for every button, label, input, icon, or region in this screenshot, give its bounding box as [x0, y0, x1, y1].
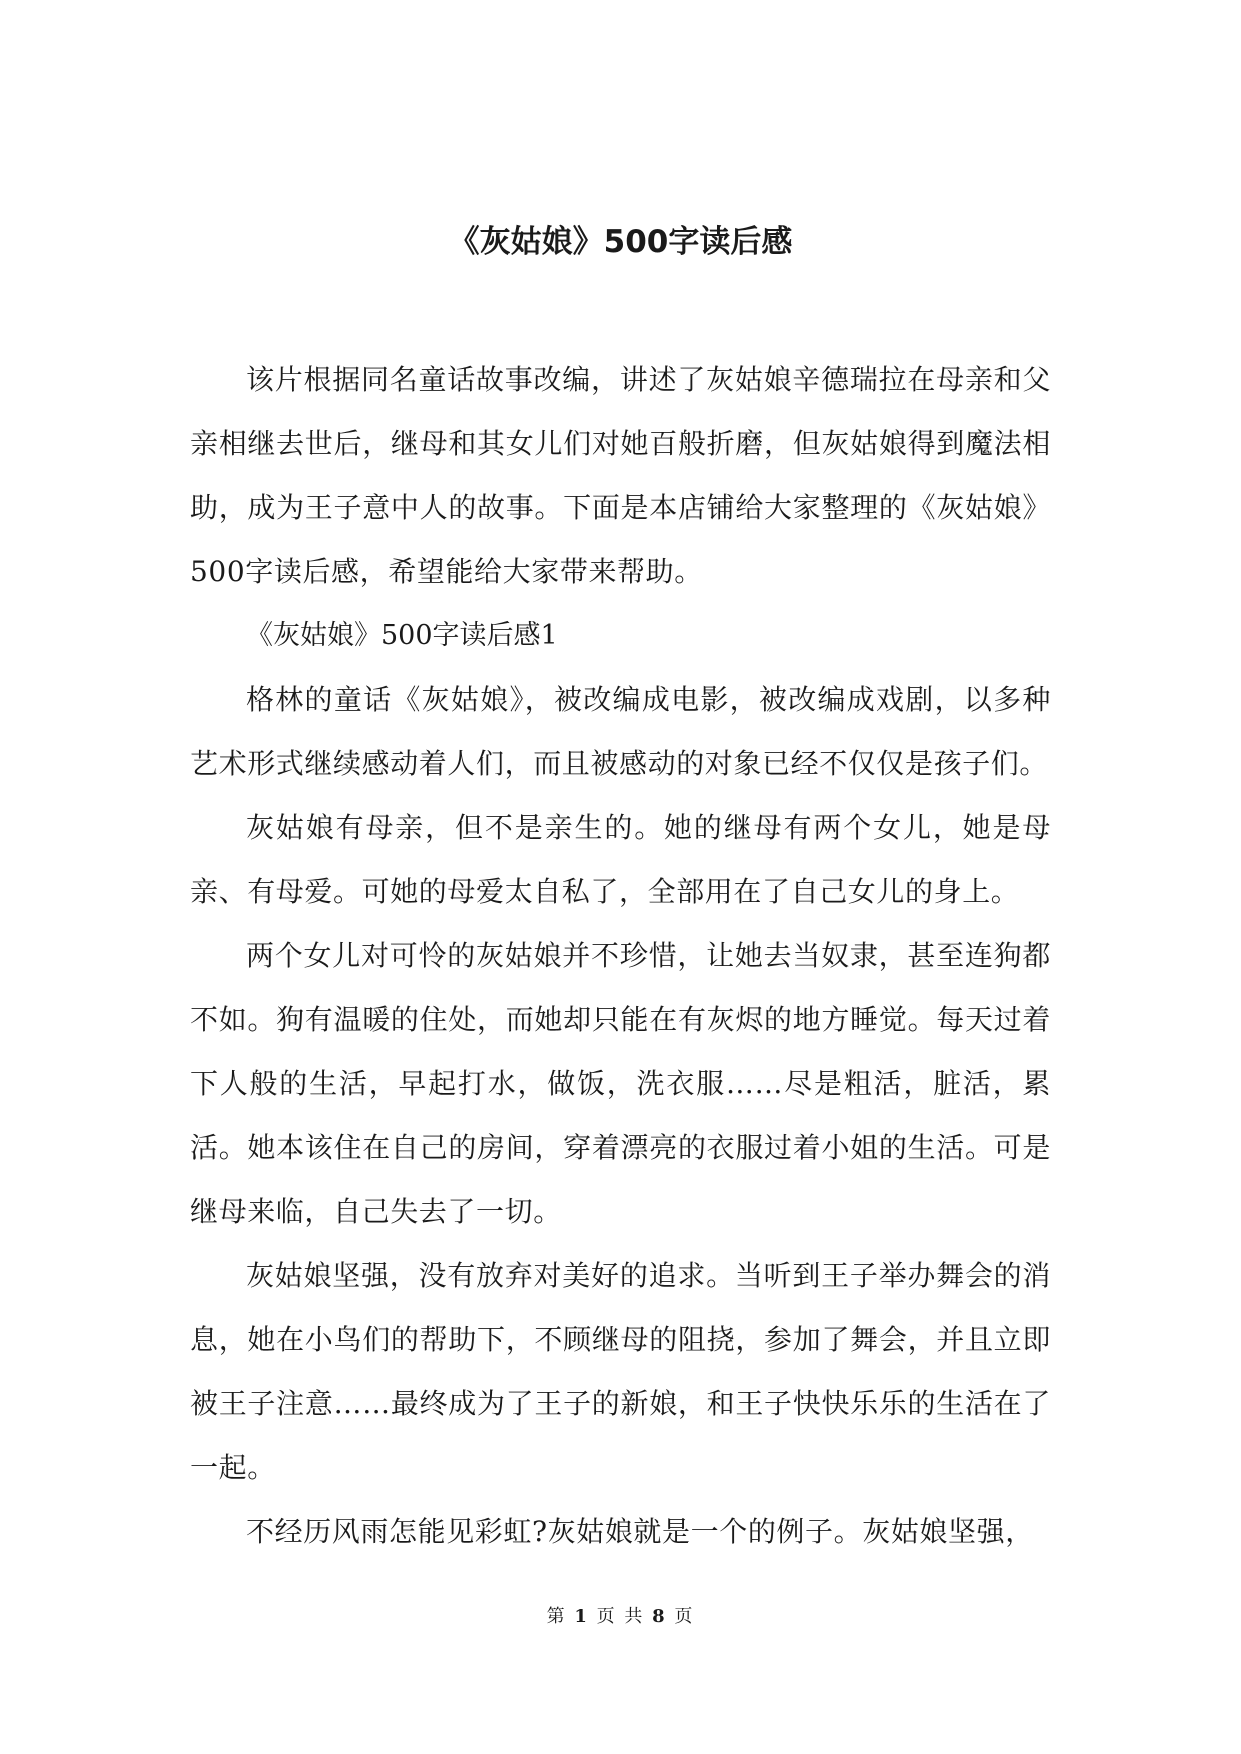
- page-footer: [0, 1605, 1241, 1629]
- document-title: 《灰姑娘》500字读后感: [448, 224, 793, 260]
- paragraph: 灰姑娘有母亲，但不是亲生的。她的继母有两个女儿，她是母亲、有母爱。可她的母爱太自私了，全部用在了自己女儿的身上。: [190, 811, 1051, 908]
- document-body: [190, 348, 1051, 1564]
- paragraph-intro: 该片根据同名童话故事改编，讲述了灰姑娘辛德瑞拉在母亲和父亲相继去世后，继母和其女儿们对她百般折磨，但灰姑娘得到魔法相助，成为王子意中人的故事。下面是本店铺给大家整理的《灰姑娘》500字读后感，希望能给大家带来帮助。: [190, 363, 1051, 588]
- current-page-number: 1: [574, 1606, 589, 1627]
- paragraph: 灰姑娘坚强，没有放弃对美好的追求。当听到王子举办舞会的消息，她在小鸟们的帮助下，不顾继母的阻挠，参加了舞会，并且立即被王子注意……最终成为了王子的新娘，和王子快快乐乐的生活在了一起。: [190, 1259, 1051, 1484]
- paragraph: 格林的童话《灰姑娘》，被改编成电影，被改编成戏剧，以多种艺术形式继续感动着人们，而且被感动的对象已经不仅仅是孩子们。: [190, 683, 1051, 780]
- paragraph: 两个女儿对可怜的灰姑娘并不珍惜，让她去当奴隶，甚至连狗都不如。狗有温暖的住处，而她却只能在有灰烬的地方睡觉。每天过着下人般的生活，早起打水，做饭，洗衣服……尽是粗活，脏活，累活。她本该住在自己的房间，穿着漂亮的衣服过着小姐的生活。可是继母来临，自己失去了一切。: [190, 939, 1051, 1228]
- total-page-count: 8: [652, 1606, 667, 1627]
- paragraph: 不经历风雨怎能见彩虹?灰姑娘就是一个的例子。灰姑娘坚强，: [246, 1515, 1034, 1548]
- footer-prefix: 第: [546, 1606, 567, 1627]
- section-heading: 《灰姑娘》500字读后感1: [246, 620, 558, 651]
- footer-suffix: 页: [674, 1606, 695, 1627]
- footer-middle: 页 共: [596, 1606, 645, 1627]
